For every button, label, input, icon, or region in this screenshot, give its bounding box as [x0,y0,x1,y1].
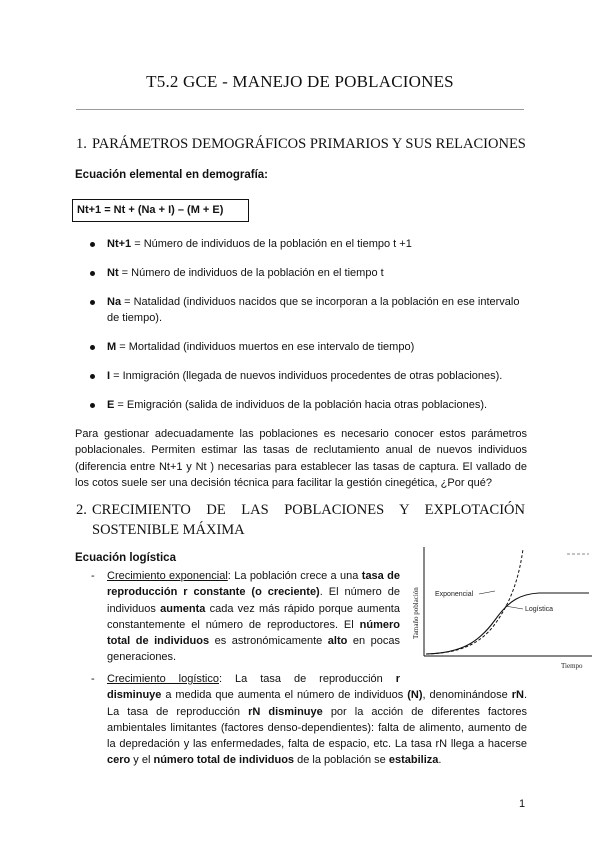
equation-box: Nt+1 = Nt + (Na + I) – (M + E) [72,199,249,222]
bullet-icon [90,403,95,408]
emphasis: estabiliza [388,754,439,767]
page-number: 1 [519,798,526,810]
text: en pocas generaciones. [107,635,400,664]
term: Na [107,296,122,308]
section-2-heading [76,500,525,540]
exponential-pointer [479,591,495,594]
section-1-title: PARÁMETROS DEMOGRÁFICOS PRIMARIOS Y SUS RELACIONES [92,136,526,152]
definition: = Número de individuos de la población en el tiempo t [118,267,384,279]
growth-curves-figure [407,544,597,670]
emphasis: rN disminuye [248,705,323,718]
bullet-icon [90,242,95,247]
text: por la acción de diferentes factores ambientales limitantes (factores denso-dependientes): falta de alimento, aumento de la depredación y las enfermedades, falta de espacio, etc. La tasa rN llega a hacerse [107,705,528,751]
term: I [107,370,111,382]
logistic-growth-item [91,671,528,769]
y-axis-label: Tamaño población [412,587,420,639]
definition: = Mortalidad (individuos muertos en ese intervalo de tiempo) [116,341,415,353]
equation-subheading: Ecuación elemental en demografía: [75,169,269,181]
definition: = Número de individuos de la población en el tiempo t +1 [131,238,412,250]
term: M [107,341,117,353]
bullet-icon [90,345,95,350]
text: a medida que aumenta el número de individuos [161,689,408,702]
term: Nt+1 [107,238,132,250]
text: y el [130,754,154,767]
text: . [438,754,442,767]
list-item [107,368,532,384]
emphasis: (N) [407,689,423,702]
title-divider [76,109,524,110]
text: de la población se [294,754,389,767]
emphasis: número total de individuos [107,618,400,648]
item-label: Crecimiento logístico [107,673,219,685]
exponential-label: Exponencial [435,591,474,598]
logistic-curve [426,593,589,654]
list-item [107,339,532,355]
x-axis-label: Tiempo [561,662,583,670]
text: . La tasa de reproducción [107,689,528,718]
bullet-icon [90,271,95,276]
logistic-first-line [107,671,400,687]
section-2-title-line-2: SOSTENIBLE MÁXIMA [92,522,245,538]
emphasis: cero [107,754,131,767]
section-2-number: 2. [76,502,87,518]
bullet-icon [90,374,95,379]
definition: = Emigración (salida de individuos de la población hacia otras poblaciones). [114,399,488,411]
emphasis: tasa de reproducción r constante (o creciente) [107,570,401,599]
dash-marker: - [91,673,95,685]
emphasis: aumenta [160,602,206,615]
logistic-subheading: Ecuación logística [75,552,176,564]
list-item [107,294,532,326]
section-1-paragraph: Para gestionar adecuadamente las poblaciones es necesario conocer estos parámetros poblacionales. Permiten estimar las tasas de reclutamiento anual de nuevos individuos (diferencia entre Nt+1 y Nt ) necesarias para establecer las tasas de captura. El vallado de los cotos suele ser una decisión técnica para facilitar la gestión cinegética, ¿Por qué? [75,428,527,489]
page-title: T5.2 GCE - MANEJO DE POBLACIONES [146,72,454,91]
emphasis: rN [511,689,524,702]
definition: = Natalidad (individuos nacidos que se incorporan a la población en ese intervalo de tiempo). [107,296,520,324]
bullet-icon [90,300,95,305]
section-2-title-line-1: CRECIMIENTO DE LAS POBLACIONES Y EXPLOTACIÓN [92,502,525,518]
text: , denominándose [422,689,512,702]
text: . El número de individuos [107,586,400,615]
exponential-growth-item [91,568,401,666]
section-1-number: 1. [76,136,87,152]
term: Nt [107,267,119,279]
list-item [107,236,532,252]
list-item [107,265,532,281]
logistic-pointer [505,606,523,609]
exponential-curve [426,549,523,654]
item-label: Crecimiento exponencial [107,570,228,582]
emphasis: alto [327,635,348,648]
term: E [107,399,115,411]
definition: = Inmigración (llegada de nuevos individuos procedentes de otras poblaciones). [110,370,503,382]
emphasis: número total de individuos [153,754,295,767]
emphasis: disminuye [107,689,162,702]
text: : La población crece a una [227,570,362,582]
emphasis: r [395,673,400,685]
list-item [107,397,532,413]
logistic-label: Logística [525,606,554,613]
dash-marker: - [91,570,95,582]
section-1-heading [76,136,526,153]
text: cada vez más rápido porque aumenta constantemente el número de reproductores. El [107,602,400,631]
text: : La tasa de reproducción [219,673,396,685]
text: es astronómicamente [209,635,328,648]
